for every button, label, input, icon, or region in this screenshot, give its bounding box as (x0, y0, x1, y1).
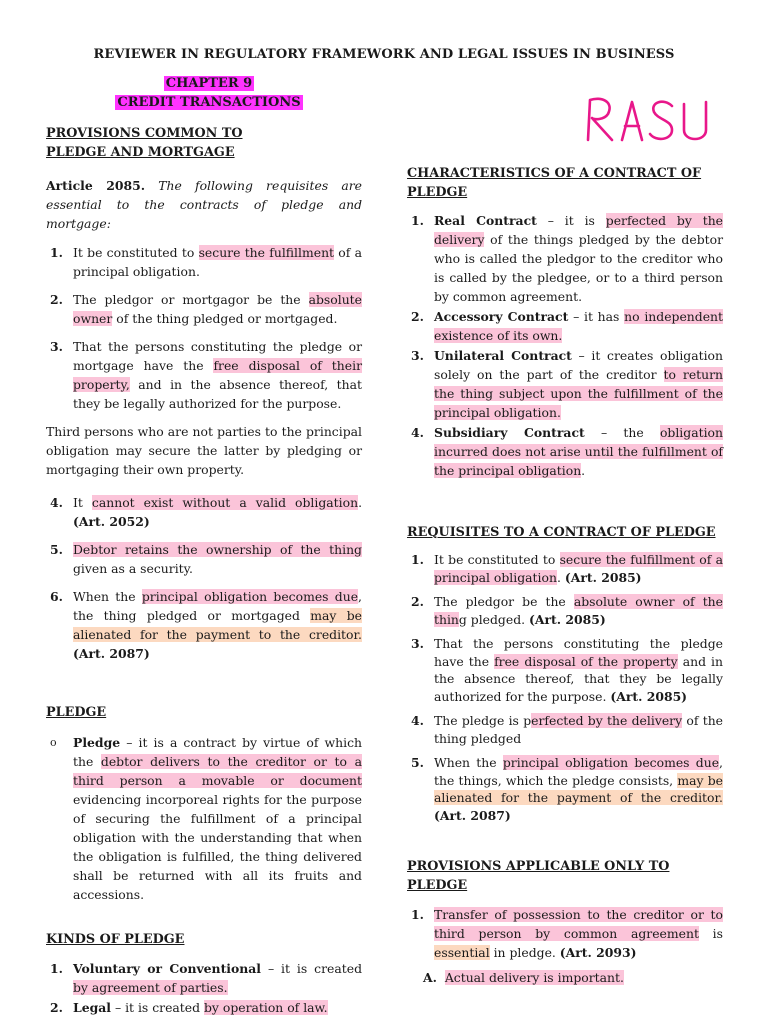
left-column (46, 124, 362, 1017)
section-heading: PROVISIONS COMMON TO (46, 126, 243, 141)
list-item: 1. It be constituted to secure the fulfillment of a principal obligation. (50, 245, 363, 279)
list-item: 1. Real Contract – it is perfected by the delivery of the things pledged by the debtor who is called the pledgor to the creditor who is called by the pledgee, or to a third person by common agreement. (411, 213, 724, 304)
list-item: 4. Subsidiary Contract – the obligation incurred does not arise until the fulfillment of the principal obligation. (411, 425, 723, 478)
sub-item-a: A. Actual delivery is important. (423, 970, 624, 985)
list-item: 5. Debtor retains the ownership of the thing given as a security. (50, 542, 362, 576)
right-column (407, 164, 723, 987)
kinds-list (46, 959, 362, 1017)
list-item: 3. That the persons constituting the pledge or mortgage have the free disposal of their property, and in the absence thereof, that they be legally authorized for the purpose. (50, 339, 362, 411)
list-item: 2. The pledgor be the absolute owner of the thing pledged. (Art. 2085) (411, 594, 723, 627)
pledge-requisites-list (407, 551, 723, 824)
third-persons-paragraph: Third persons who are not parties to the principal obligation may secure the latter by pledging or mortgaging their own property. (46, 424, 362, 477)
requisites-heading: REQUISITES TO A CONTRACT OF PLEDGE (407, 525, 716, 540)
provisions-heading: PROVISIONS APPLICABLE ONLY TO PLEDGE (407, 859, 670, 893)
list-item: 2. Accessory Contract – it has no independent existence of its own. (411, 309, 723, 343)
chapter-label: CHAPTER 9 (165, 76, 253, 91)
pledge-heading: PLEDGE (46, 705, 107, 720)
list-item: 1. Voluntary or Conventional – it is created by agreement of parties. (50, 961, 363, 995)
list-item: 5. When the principal obligation becomes due, the things, which the pledge consists, may be alienated for the payment of the creditor.(Art. 2087) (411, 755, 723, 823)
handwritten-signature (580, 88, 720, 152)
requisites-list (46, 243, 362, 413)
list-item: 2. Legal – it is created by operation of law. (50, 1000, 328, 1015)
kinds-heading: KINDS OF PLEDGE (46, 932, 185, 947)
section-heading: PLEDGE AND MORTGAGE (46, 145, 235, 160)
chapter-subtitle: CREDIT TRANSACTIONS (117, 95, 301, 110)
list-item: 1. Transfer of possession to the creditor or to third person by common agreement is essential in pledge. (Art. 2093) (411, 907, 723, 960)
list-item: 6. When the principal obligation becomes due, the thing pledged or mortgaged may be alienated for the payment to the creditor. (Art. 2087) (50, 589, 363, 661)
list-item: 1. It be constituted to secure the fulfillment of a principal obligation. (Art. 2085) (411, 552, 724, 585)
list-item: 3. That the persons constituting the pledge have the free disposal of the property and in the absence thereof, that they be legally authorized for the purpose. (Art. 2085) (411, 636, 723, 704)
requisites-list-continued (46, 493, 362, 663)
article-paragraph: Article 2085. The following requisites are essential to the contracts of pledge and mortgage: (46, 178, 362, 231)
list-item: 3. Unilateral Contract – it creates obligation solely on the part of the creditor to return the thing subject upon the fulfillment of the principal obligation. (411, 348, 724, 420)
list-item: 4. The pledge is perfected by the delivery of the thing pledged (411, 713, 724, 746)
provisions-list (407, 905, 723, 962)
characteristics-heading: CHARACTERISTICS OF A CONTRACT OF PLEDGE (407, 166, 702, 200)
document-title: REVIEWER IN REGULATORY FRAMEWORK AND LEGAL ISSUES IN BUSINESS (93, 47, 675, 62)
characteristics-list (407, 211, 723, 480)
list-item: 2. The pledgor or mortgagor be the absolute owner of the thing pledged or mortgaged. (50, 292, 362, 326)
pledge-definition: o Pledge – it is a contract by virtue of which the debtor delivers to the creditor or to a third person a movable or document evidencing incorporeal rights for the purpose of securing the fulfillment of a principal obligation with the understanding that when the obligation is fulfilled, the thing delivered shall be returned with all its fruits and accessions. (50, 735, 363, 902)
list-item: 4. It cannot exist without a valid obligation. (Art. 2052) (50, 495, 363, 529)
